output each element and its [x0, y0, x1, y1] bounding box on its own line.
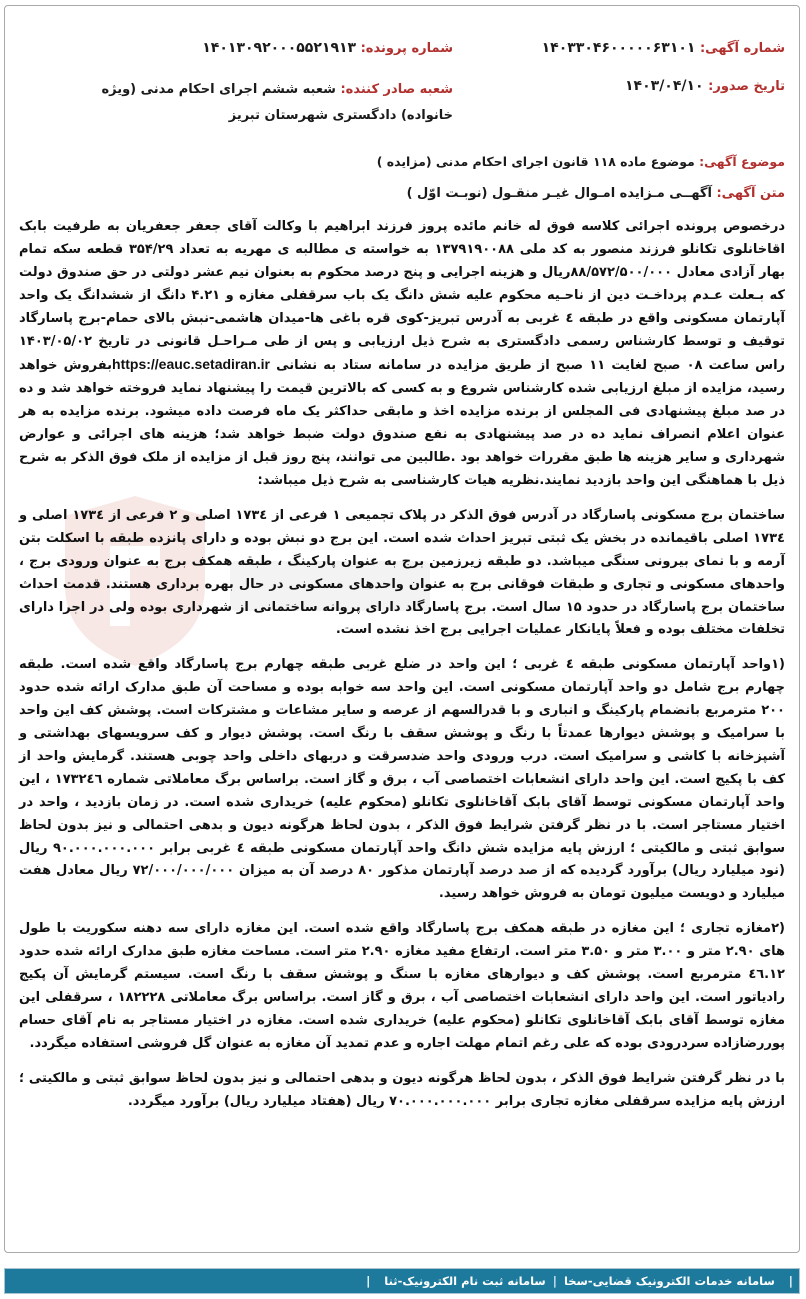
ad-title-value: آگهــی مـزایده امـوال غیـر منقـول (نوبـت اوّل ) [406, 186, 712, 201]
footer-separator: | [366, 1274, 371, 1288]
footer-link-sana[interactable]: سامانه ثبت نام الکترونیک-ثنا [384, 1274, 546, 1288]
text-label: متن آگهی: [716, 186, 785, 201]
ad-number-value: ۱۴۰۳۳۰۴۶۰۰۰۰۰۶۳۱۰۱ [541, 40, 696, 56]
notice-body [19, 216, 785, 1126]
paragraph-apartment: (۱واحد آپارتمان مسکونی طبقه ٤ غربی ؛ این واحد در ضلع غربی طبقه چهارم برج پاسارگاد واقع شده است. طبقه چهارم برج شامل دو واحد آپارتمان مسکونی است. این واحد سه خوابه بوده و مساحت آن طبق مدارک ارائه شده حدود ۲۰۰ مترمربع بانضمام پارکینگ و انباری و با قدرالسهم از عرصه و سایر مشاعات و مشترکات است. پوشش کف این واحد با سرامیک و پوشش دیوارها عمدتاً با رنگ و پوشش سقف با رنگ است. پوشش دیوار و کف سرویسهای بهداشتی و آشپزخانه با کاشی و سرامیک است. درب ورودی واحد ضدسرقت و دربهای داخلی واحد چوبی هستند. گرمایش واحد از کف با پکیج است. این واحد دارای انشعابات اختصاصی آب ، برق و گاز است. براساس برگ معاملاتی شماره ۱۷۳۲٤٦ ، این واحد آپارتمان مسکونی توسط آقای بابک آقاخانلوی تکانلو (محکوم علیه) خریداری شده است. در زمان بازدید ، واحد در اختیار مستاجر است. با در نظر گرفتن شرایط فوق الذکر ، بدون لحاظ هرگونه دیون و بدهی احتمالی و نیز بدون لحاظ سوابق ثبتی و مالکیتی ؛ ارزش پایه مزایده شش دانگ واحد آپارتمان مسکونی طبقه ٤ غربی برابر ۹۰.۰۰۰.۰۰۰.۰۰۰ ریال (نود میلیارد ریال) برآورد گردیده که از صد درصد آپارتمان مذکور ۸۰ درصد آن به میزان ۷۲/۰۰۰/۰۰۰/۰۰۰ ریال معادل هفت میلیارد و دویست میلیون تومان به فروش خواهد رسید. [19, 657, 785, 902]
issuer [93, 77, 453, 129]
case-number [202, 40, 453, 56]
case-number-value: ۱۴۰۱۳۰۹۲۰۰۰۵۵۲۱۹۱۳ [202, 40, 357, 56]
issue-date-label: تاریخ صدور: [708, 79, 785, 94]
footer-separator: | [552, 1274, 557, 1288]
case-number-label: شماره پرونده: [360, 41, 453, 56]
paragraph-intro-b: بفروش خواهد رسید، مزایده از مبلغ ارزیابی شده کارشناس شروع و به کسی که بالاترین قیمت را پیشنهاد نماید فروخته خواهد شد و ده در صد مبلغ پیشنهادی فی المجلس از برنده مزایده اخذ و مابقی حداکثر یک ماه فرصت داده میشود. برنده مزایده به هر عنوان اعلام انصراف نماید ده در صد پیشنهادی به نفع صندوق دولت ضبط خواهد شد؛ هزینه های اجرائی و عوارض شهرداری و سایر هزینه ها طبق مقررات خواهد بود .طالبین می توانند، پنج روز قبل از مزایده از ملک فوق الذکر به شرح ذیل با هماهنگی این واحد بازدید نمایند.نظریه هیات کارشناسی به شرح ذیل میباشد: [19, 358, 785, 488]
issue-date-value: ۱۴۰۳/۰۴/۱۰ [625, 78, 704, 94]
subject-label: موضوع آگهی: [699, 154, 785, 169]
ad-title [407, 186, 785, 201]
issuer-label: شعبه صادر کننده: [340, 82, 453, 97]
paragraph-shop-value: با در نظر گرفتن شرایط فوق الذکر ، بدون لحاظ هرگونه دیون و بدهی احتمالی و نیز بدون لحاظ سوابق ثبتی و مالکیتی ؛ ارزش پایه مزایده سرقفلی مغازه تجاری برابر ۷۰.۰۰۰.۰۰۰.۰۰۰ ریال (هفتاد میلیارد ریال) برآورد میگردد. [19, 1070, 785, 1109]
notice-frame [4, 5, 800, 1253]
footer-link-sakha[interactable]: سامانه خدمات الکترونیک قضایی-سخا [563, 1274, 775, 1288]
ad-subject [377, 154, 785, 169]
auction-url-link[interactable]: https://eauc.setadiran.ir [112, 356, 270, 373]
ad-number [542, 40, 785, 56]
paragraph-intro-a: درخصوص پرونده اجرائی کلاسه فوق له خانم مائده پروز فرزند ابراهیم با وکالت آقای جعفر جعفریان به طرفیت بابک اقاخانلوی تکانلو فرزند منصور به کد ملی ۱۳۷۹۱۹۰۰۸۸ به خواسته ی مطالبه ی مهریه به تعداد ۳۵۴/۲۹ قطعه سکه تمام بهار آزادی معادل ۸۸/۵۷۲/۵۰۰/۰۰۰ریال و هزینه اجرایی و پنج درصد محکوم به بعنوان نیم عشر دولتی در حق صندوق دولت که بـعلت عـدم پرداخـت دین از ناحـیه محکوم علیه شش دانگ یک باب سرقفلی مغازه و ۴.۲۱ دانگ از ششدانگ یک واحد آپارتمان مسکونی واقع در طبقه ٤ غربی به آدرس تبریز-کوی قره باغی ها-میدان هاشمی-نبش بالای حمام-برج پاسارگاد توقیف و توسط کارشناس رسمی دادگستری به شرح ذیل ارزیابی و پس از طی مـراحـل قانونی در تاریخ ۱۴۰۳/۰۵/۰۲ راس ساعت ۰۸ صبح لغایت ۱۱ صبح از طریق مزایده در سامانه ستاد به نشانی [19, 219, 786, 374]
paragraph-shop: (۲مغازه تجاری ؛ این مغازه در طبقه همکف برج پاسارگاد واقع شده است. این مغازه دارای سه دهنه سکوریت با طول های ۲.۹۰ متر و ۳.۰۰ متر و ۳.۵۰ متر است. ارتفاع مفید مغازه ۲.۹۰ متر است. مساحت مغازه طبق مدارک ارائه شده حدود ٤٦.۱۲ مترمربع است. پوشش کف و دیوارهای مغازه با سنگ و پوشش سقف با رنگ است. سیستم گرمایش آن پکیج رادیاتور است. این واحد دارای انشعابات اختصاصی آب ، برق و گاز است. براساس برگ معاملاتی ۱۸۲۲۲۸ ، سرقفلی این مغازه توسط آقای بابک آقاخانلوی تکانلو (محکوم علیه) خریداری شده است. مغازه در اختیار مستاجر به نام آقای حسام پوررضازاده سردرودی بوده که علی رغم اتمام مهلت اجاره و عدم تمدید آن مغازه به عنوان گل فروشی استفاده میگردد. [19, 921, 786, 1051]
subject-value: موضوع ماده ۱۱۸ قانون اجرای احکام مدنی (مزایده ) [376, 154, 695, 169]
issuer-value: شعبه ششم اجرای احکام مدنی (ویژه خانواده) دادگستری شهرستان تبریز [101, 82, 453, 123]
footer-separator: | [788, 1274, 793, 1288]
paragraph-intro [19, 216, 785, 493]
paragraph-building: ساختمان برج مسکونی پاسارگاد در آدرس فوق الذکر در پلاک تجمیعی ۱ فرعی از ۱۷۳٤ اصلی و ۲ فرعی از ۱۷۳٤ اصلی و ۱۷۳٤ اصلی باقیمانده در بخش یک ثبتی تبریز احداث شده است. این برج دو نبش بوده و دارای پانزده طبقه با اسکلت بتن آرمه و با نمای بیرونی سنگی میباشد. دو طبقه زیرزمین برج به عنوان پارکینگ ، طبقه همکف برج به عنوان ورودی برج ، واحدهای مسکونی و تجاری و طبقات فوقانی برج به عنوان واحدهای مسکونی در حال بهره برداری هستند. قدمت احداث ساختمان برج پاسارگاد در حدود ۱۵ سال است. برج پاسارگاد دارای پروانه ساختمانی از شهرداری بوده ولی در اجرا دارای تخلفات مختلف بوده و فعلاً پایانکار عملیات اجرایی برج اخذ نشده است. [19, 507, 786, 638]
ad-number-label: شماره آگهی: [699, 41, 785, 56]
footer-bar [4, 1268, 800, 1294]
issue-date [625, 78, 785, 94]
